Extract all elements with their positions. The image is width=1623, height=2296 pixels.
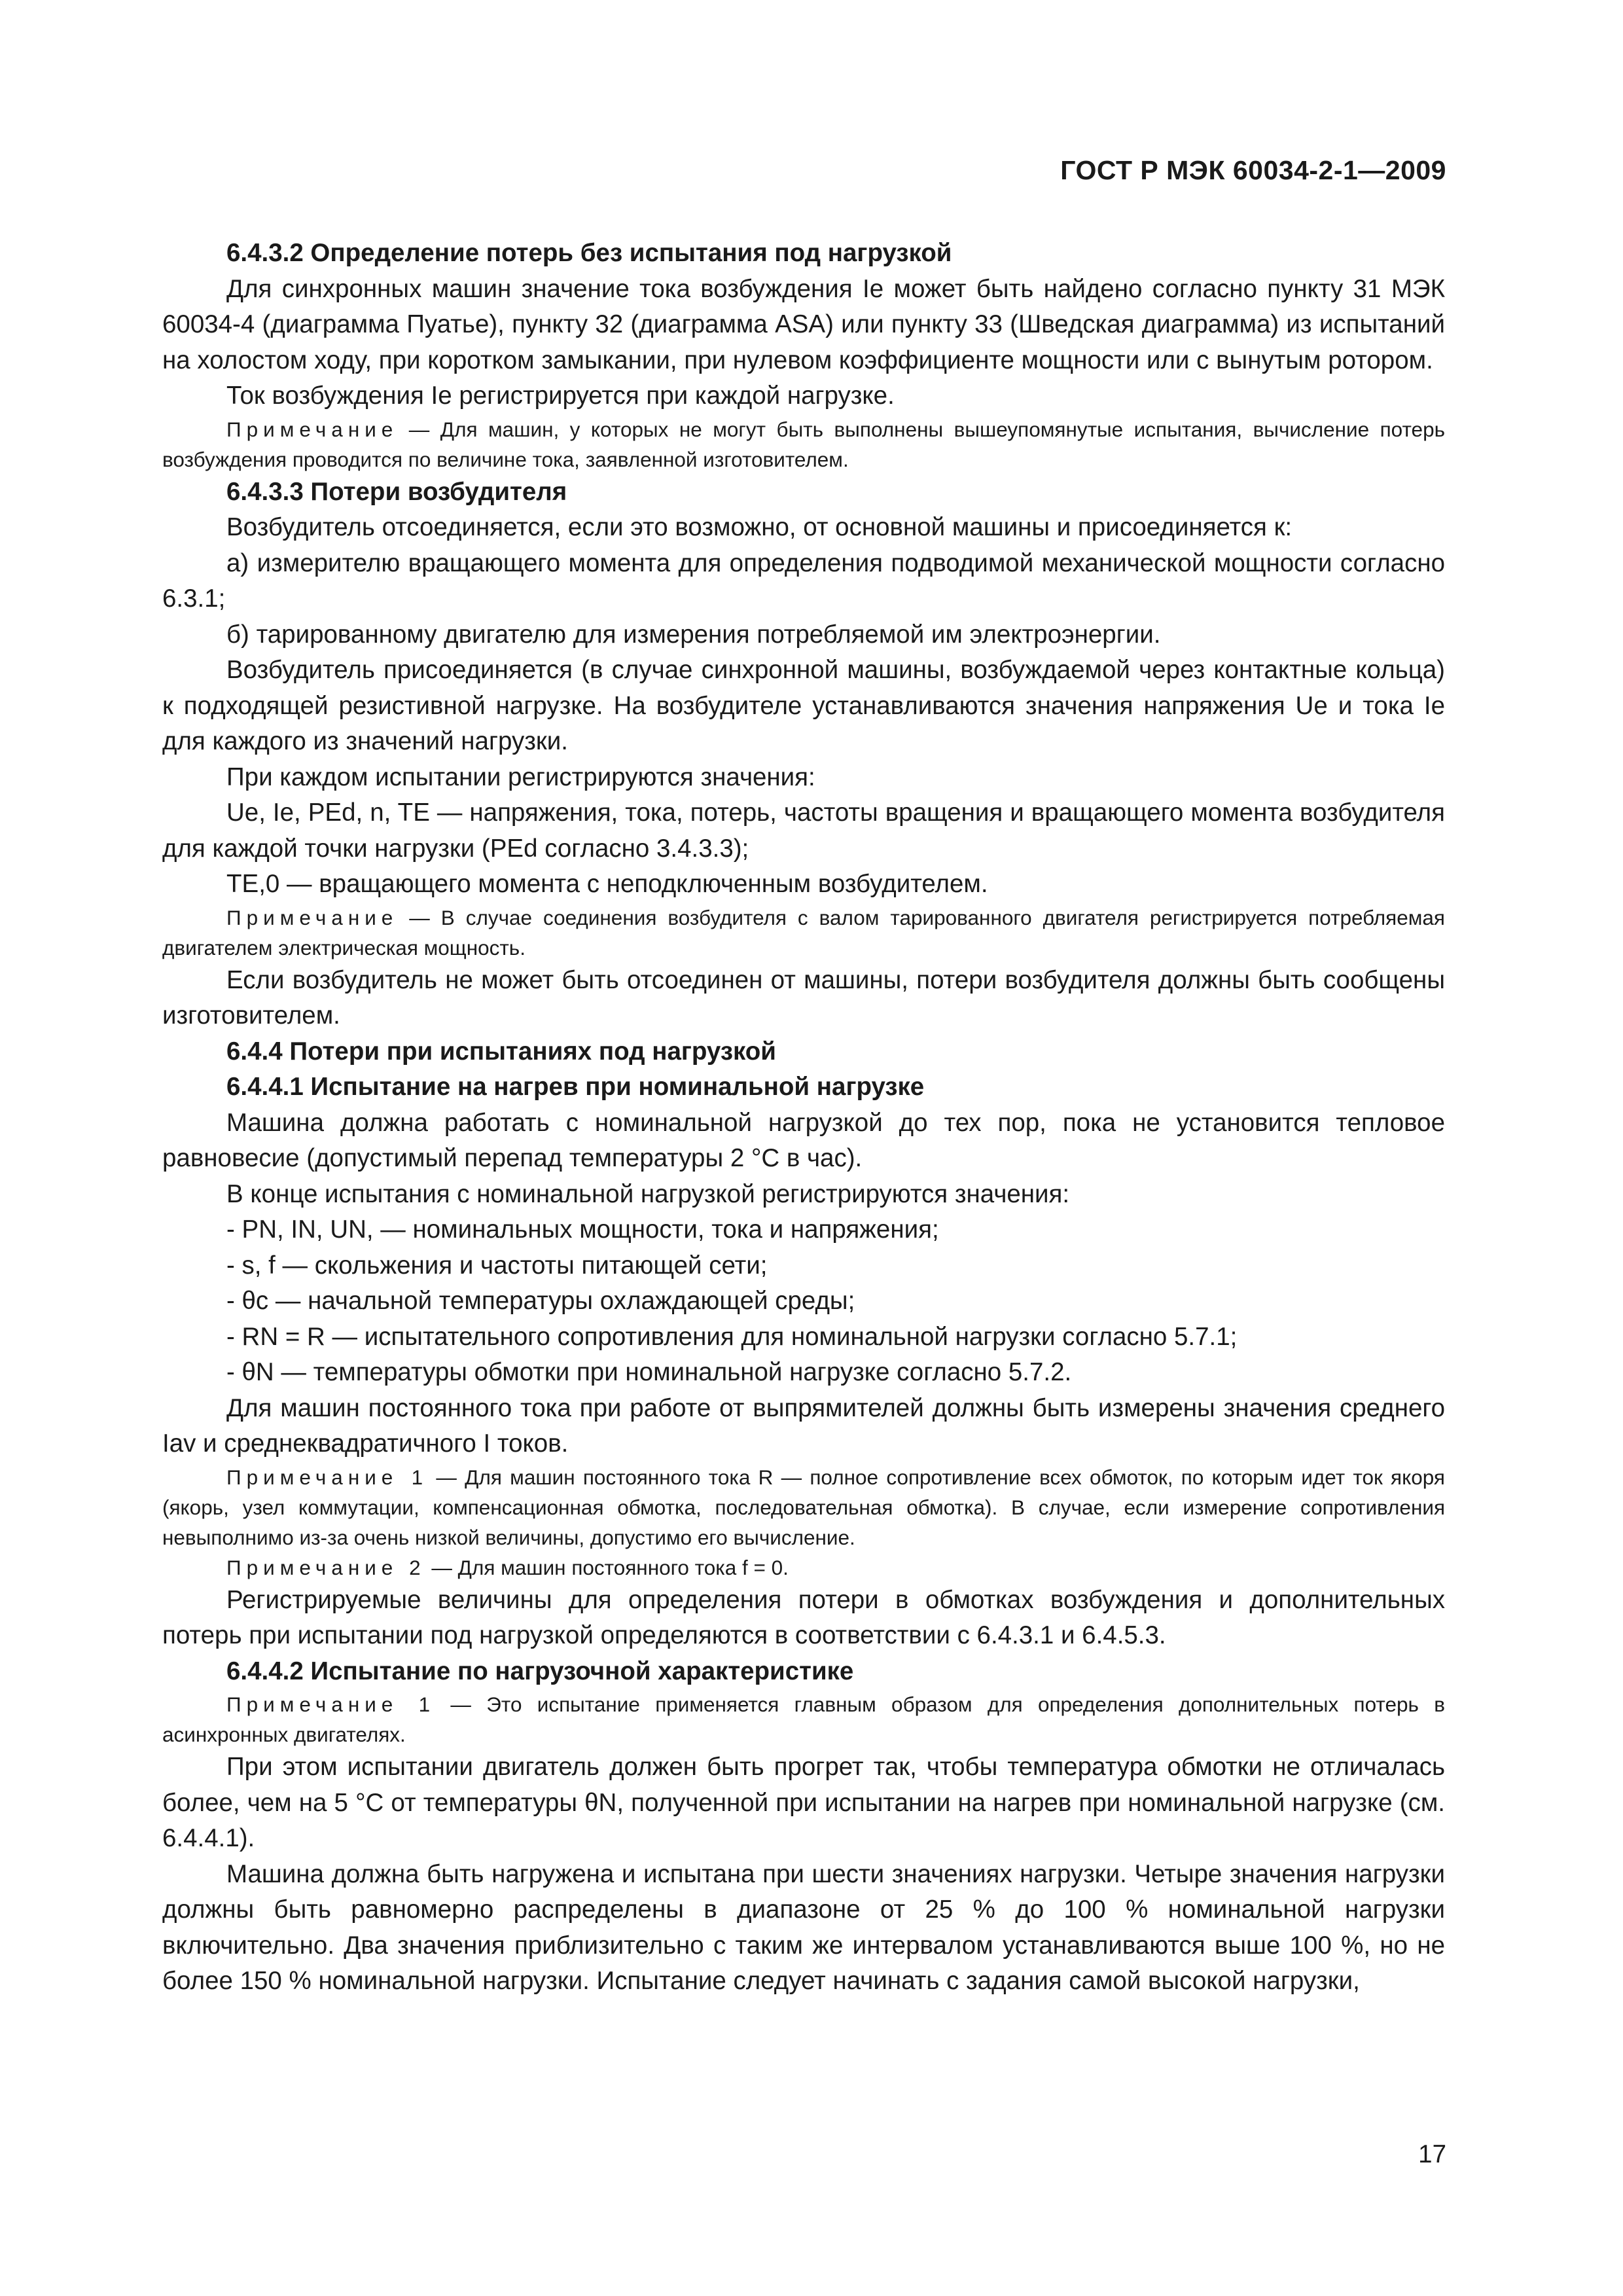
note-text: — Для машин, у которых не могут быть выполнены вышеупомянутые испытания, вычисление потерь возбуждения проводится по величине тока, заявленной изготовителем. (162, 417, 1445, 471)
paragraph: Возбудитель отсоединяется, если это возможно, от основной машины и присоединяется к: (226, 513, 1293, 541)
paragraph: Ток возбуждения Iе регистрируется при каждой нагрузке. (226, 382, 895, 410)
note (162, 414, 1445, 475)
paragraph: Для синхронных машин значение тока возбуждения Iе может быть найдено согласно пункту 31 МЭК 60034-4 (диаграмма Пуатье), пункту 32 (диаграмма ASA) или пункту 33 (Шведская диаграмма) из испытаний на холостом ходу, при коротком замыкании, при нулевом коэффициенте мощности или с вынутым ротором. (162, 274, 1445, 374)
paragraph: TE,0 — вращающего момента с неподключенным возбудителем. (226, 870, 988, 898)
section-heading-644: 6.4.4 Потери при испытаниях под нагрузкой (226, 1037, 776, 1066)
note-label: Примечание 1 (226, 1465, 429, 1489)
note-text: — Для машин постоянного тока R — полное сопротивление всех обмоток, по которым идет ток якоря (якорь, узел коммутации, компенсационная обмотка, последовательная обмотка). В случае, если измерение сопротивления невыполнимо из-за очень низкой величины, допустимо его вычисление. (162, 1465, 1445, 1549)
section-heading-6441: 6.4.4.1 Испытание на нагрев при номинальной нагрузке (226, 1073, 925, 1101)
section-heading-6442: 6.4.4.2 Испытание по нагрузочной характеристике (226, 1657, 854, 1685)
paragraph: Uе, Iе, PEd, n, TE — напряжения, тока, потерь, частоты вращения и вращающего момента возбудителя для каждой точки нагрузки (PEd согласно 3.4.3.3); (162, 798, 1445, 863)
list-item: - θN — температуры обмотки при номинальной нагрузке согласно 5.7.2. (226, 1358, 1072, 1386)
note (162, 1552, 1445, 1583)
note (162, 903, 1445, 963)
list-item: - s, f — скольжения и частоты питающей сети; (226, 1251, 768, 1280)
list-item: - PN, IN, UN, — номинальных мощности, тока и напряжения; (226, 1215, 939, 1244)
section-heading-6432: 6.4.3.2 Определение потерь без испытания под нагрузкой (226, 239, 952, 267)
paragraph: Регистрируемые величины для определения потери в обмотках возбуждения и дополнительных потерь при испытании под нагрузкой определяются в соответствии с 6.4.3.1 и 6.4.5.3. (162, 1585, 1445, 1649)
note-text: — Для машин постоянного тока f = 0. (425, 1555, 789, 1579)
note (162, 1689, 1445, 1749)
paragraph: Машина должна быть нагружена и испытана при шести значениях нагрузки. Четыре значения нагрузки должны быть равномерно распределены в диапазоне от 25 % до 100 % номинальной нагрузки включительно. Два значения приблизительно с таким же интервалом устанавливаются выше 100 %, но не более 150 % номинальной нагрузки. Испытание следует начинать с задания самой высокой нагрузки, (162, 1859, 1445, 1995)
note-text: — Это испытание применяется главным образом для определения дополнительных потерь в асинхронных двигателях. (162, 1693, 1445, 1746)
paragraph: В конце испытания с номинальной нагрузкой регистрируются значения: (226, 1179, 1070, 1208)
paragraph: При этом испытании двигатель должен быть прогрет так, чтобы температура обмотки не отличалась более, чем на 5 °С от температуры θN, полученной при испытании на нагрев при номинальной нагрузке (см. 6.4.4.1). (162, 1753, 1445, 1852)
paragraph: Машина должна работать с номинальной нагрузкой до тех пор, пока не установится тепловое равновесие (допустимый перепад температуры 2 °С в час). (162, 1108, 1445, 1172)
paragraph: При каждом испытании регистрируются значения: (226, 762, 815, 791)
paragraph: Если возбудитель не может быть отсоединен от машины, потери возбудителя должны быть сообщены изготовителем. (162, 965, 1445, 1030)
note-label: Примечание (226, 417, 399, 441)
paragraph: Возбудитель присоединяется (в случае синхронной машины, возбуждаемой через контактные кольца) к подходящей резистивной нагрузке. На возбудителе устанавливаются значения напряжения Uе и тока Iе для каждого из значений нагрузки. (162, 656, 1445, 755)
list-item: - RN = R — испытательного сопротивления для номинальной нагрузки согласно 5.7.1; (226, 1322, 1238, 1351)
paragraph: Для машин постоянного тока при работе от выпрямителей должны быть измерены значения среднего Iav и среднеквадратичного I токов. (162, 1393, 1445, 1458)
list-item: - θc — начальной температуры охлаждающей среды; (226, 1287, 855, 1315)
note-label: Примечание 2 (226, 1555, 426, 1579)
list-item: а) измерителю вращающего момента для определения подводимой механической мощности согласно 6.3.1; (162, 548, 1445, 613)
list-item: б) тарированному двигателю для измерения потребляемой им электроэнергии. (226, 620, 1161, 649)
document-code-header: ГОСТ Р МЭК 60034-2-1—2009 (1060, 155, 1446, 185)
note-label: Примечание 1 (226, 1693, 436, 1716)
page-number: 17 (1418, 2140, 1446, 2168)
note (162, 1462, 1445, 1552)
note-text: — В случае соединения возбудителя с валом тарированного двигателя регистрируется потребляемая двигателем электрическая мощность. (162, 905, 1445, 960)
note-label: Примечание (226, 905, 399, 929)
page-content (162, 236, 1445, 2000)
section-heading-6433: 6.4.3.3 Потери возбудителя (226, 477, 567, 506)
